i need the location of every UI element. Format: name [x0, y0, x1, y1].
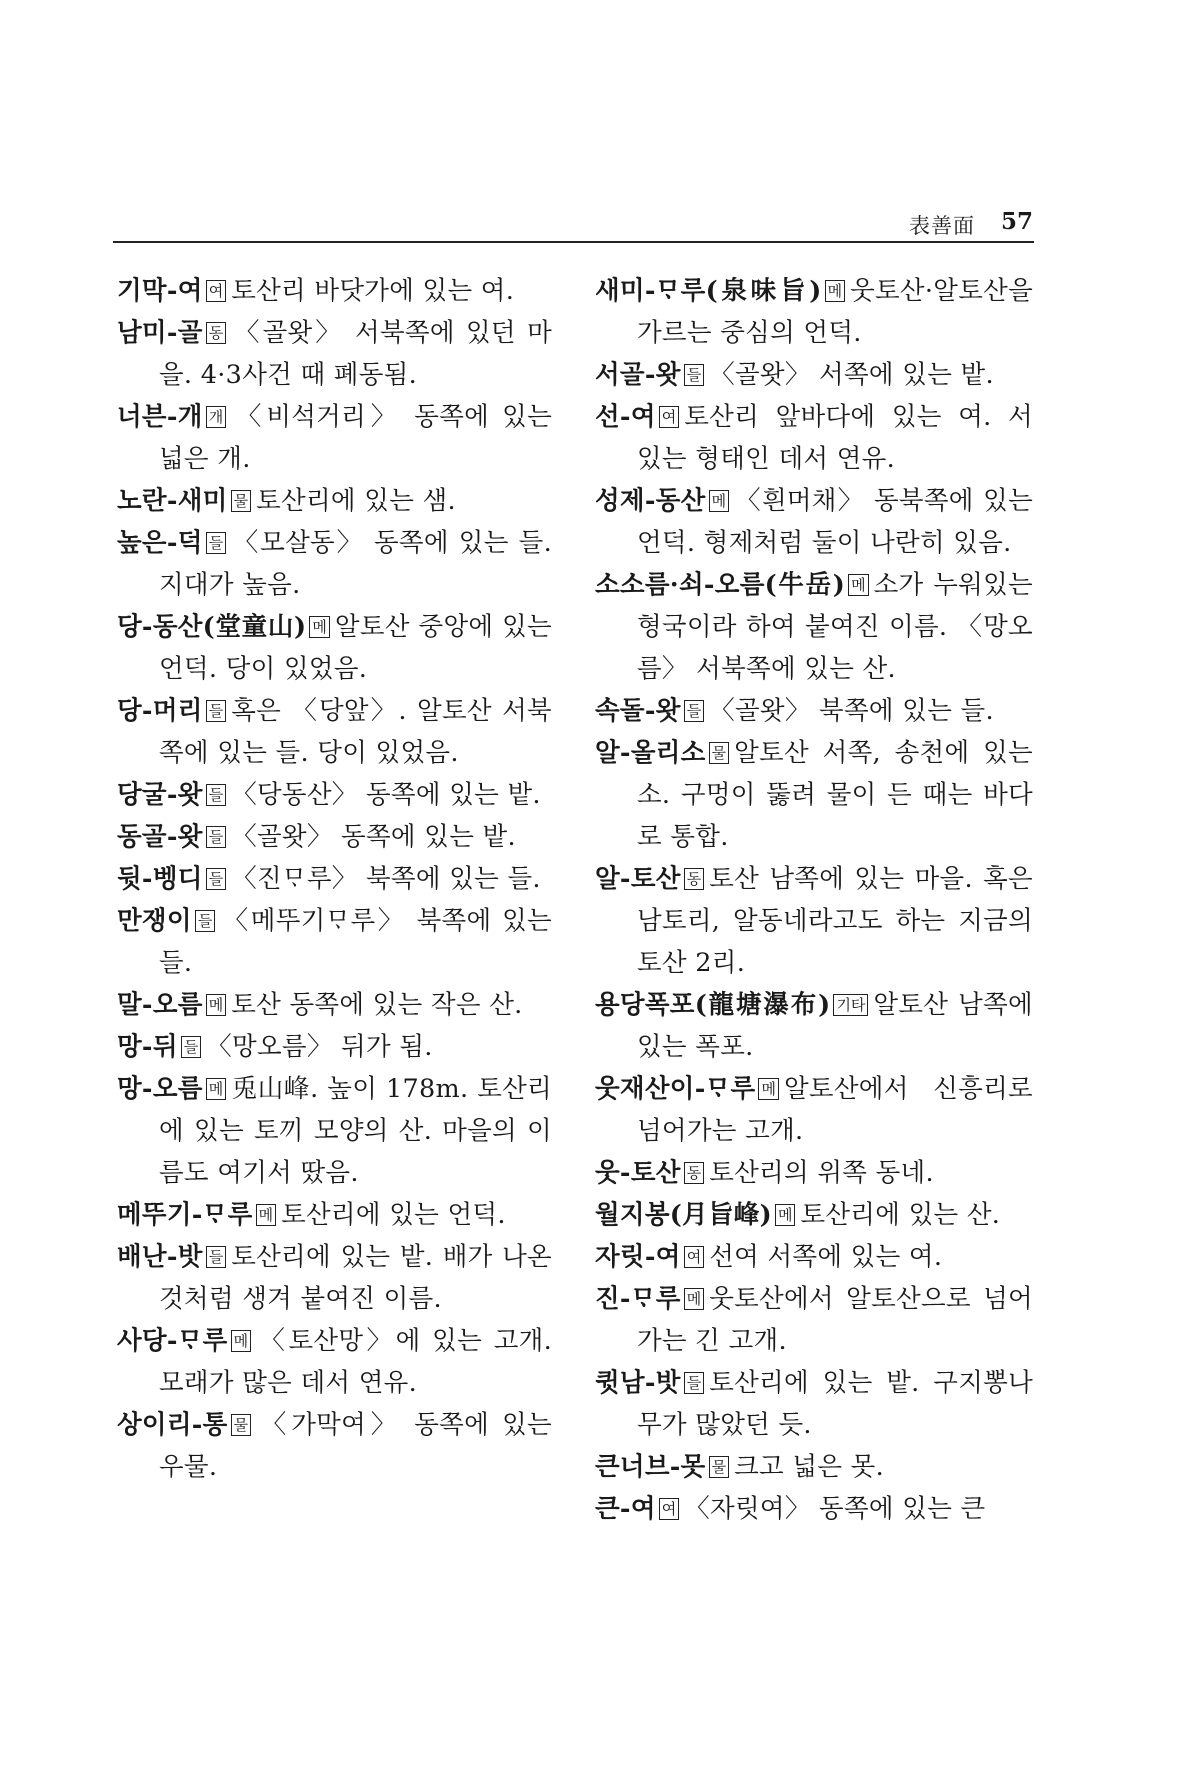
entry-definition: 토산 남쪽에 있는 마을. 혹은 남토리, 알동네라고도 하는 지금의 토산 2리. — [637, 864, 1033, 978]
glossary-entry — [117, 774, 552, 816]
entry-definition: 토산리에 있는 언덕. — [281, 1200, 506, 1230]
category-tag: 메 — [775, 1204, 796, 1226]
category-tag: 메 — [758, 1078, 779, 1100]
entry-headword: 높은-덕 — [117, 528, 203, 558]
category-tag: 들 — [684, 364, 705, 386]
entry-headword: 큰-여 — [595, 1494, 656, 1524]
entry-definition: 토산리에 있는 밭. 배가 나온 것처럼 생겨 붙여진 이름. — [159, 1242, 552, 1314]
category-tag: 들 — [684, 700, 705, 722]
glossary-entry — [595, 1236, 1033, 1278]
category-tag: 메 — [309, 616, 330, 638]
entry-definition: 알토산 서쪽, 송천에 있는 소. 구멍이 뚫려 물이 든 때는 바다로 통합. — [637, 738, 1033, 852]
category-tag: 개 — [206, 406, 227, 428]
entry-headword: 당굴-왓 — [117, 780, 203, 810]
glossary-entry — [117, 606, 552, 690]
entry-definition: 토산리 바닷가에 있는 여. — [231, 276, 515, 306]
entry-definition: 알토산 중앙에 있는 언덕. 당이 있었음. — [159, 612, 552, 684]
entry-definition: 알토산에서 신흥리로 넘어가는 고개. — [637, 1074, 1033, 1146]
category-tag: 물 — [709, 1456, 730, 1478]
category-tag: 여 — [684, 1246, 705, 1268]
entry-headword: 알-토산 — [595, 864, 681, 894]
page-header — [113, 210, 1033, 242]
entry-headword: 말-오름 — [117, 990, 203, 1020]
category-tag: 동 — [206, 322, 227, 344]
glossary-entry — [117, 270, 552, 312]
category-tag: 들 — [206, 868, 227, 890]
entry-definition: 〈메뚜기ᄆᆞ루〉 북쪽에 있는 들. — [159, 906, 552, 978]
glossary-entry — [117, 522, 552, 606]
entry-definition: 〈골왓〉 동쪽에 있는 밭. — [231, 822, 516, 852]
entry-headword: 노란-새미 — [117, 486, 228, 516]
entry-headword: 사당-ᄆᆞ루 — [117, 1326, 228, 1356]
glossary-entry — [117, 312, 552, 396]
entry-headword: 동골-왓 — [117, 822, 203, 852]
glossary-entry — [595, 858, 1033, 984]
entry-headword: 용당폭포(龍塘瀑布) — [595, 990, 831, 1020]
glossary-entry — [117, 690, 552, 774]
entry-headword: 소소름·쇠-오름(牛岳) — [595, 570, 846, 600]
entry-headword: 당-동산(堂童山) — [117, 612, 307, 642]
category-tag: 물 — [231, 1414, 252, 1436]
category-tag: 들 — [195, 910, 216, 932]
entry-definition: 〈골왓〉 서쪽에 있는 밭. — [709, 360, 994, 390]
glossary-entry — [595, 984, 1033, 1068]
glossary-entry — [117, 984, 552, 1026]
glossary-entry — [117, 396, 552, 480]
glossary-entry — [117, 1236, 552, 1320]
category-tag: 들 — [206, 826, 227, 848]
entry-headword: 배난-밧 — [117, 1242, 203, 1272]
entry-definition: 크고 넓은 못. — [734, 1452, 885, 1482]
entry-definition: 〈가막여〉 동쪽에 있는 우물. — [159, 1410, 552, 1482]
entry-definition: 토산리 앞바다에 있는 여. 서 있는 형태인 데서 연유. — [637, 402, 1033, 474]
glossary-entry — [595, 480, 1033, 564]
entry-definition: 소가 누워있는 형국이라 하여 붙여진 이름. 〈망오름〉 서북쪽에 있는 산. — [637, 570, 1033, 684]
entry-definition: 토산 동쪽에 있는 작은 산. — [231, 990, 523, 1020]
entry-headword: 너븐-개 — [117, 402, 203, 432]
entry-definition: 〈골왓〉 북쪽에 있는 들. — [709, 696, 994, 726]
category-tag: 여 — [206, 280, 227, 302]
entry-definition: 〈모살동〉 동쪽에 있는 들. 지대가 높음. — [159, 528, 552, 600]
entry-definition: 토산리에 있는 샘. — [256, 486, 456, 516]
glossary-entry — [595, 1152, 1033, 1194]
entry-headword: 당-머리 — [117, 696, 203, 726]
entry-headword: 웃-토산 — [595, 1158, 681, 1188]
entry-definition: 〈비석거리〉 동쪽에 있는 넓은 개. — [159, 402, 552, 474]
category-tag: 들 — [684, 1372, 705, 1394]
left-column — [117, 270, 552, 1488]
entry-definition: 〈당동산〉 동쪽에 있는 밭. — [231, 780, 541, 810]
entry-headword: 상이리-통 — [117, 1410, 228, 1440]
entry-headword: 웃재산이-ᄆᆞ루 — [595, 1074, 756, 1104]
entry-definition: 선여 서쪽에 있는 여. — [709, 1242, 943, 1272]
entry-definition: 웃토산·알토산을 가르는 중심의 언덕. — [637, 276, 1033, 348]
glossary-entry — [595, 396, 1033, 480]
entry-headword: 메뚜기-ᄆᆞ루 — [117, 1200, 253, 1230]
category-tag: 기타 — [833, 994, 868, 1016]
entry-headword: 진-ᄆᆞ루 — [595, 1284, 681, 1314]
entry-definition: 〈흰머채〉 동북쪽에 있는 언덕. 형제처럼 둘이 나란히 있음. — [637, 486, 1033, 558]
entry-headword: 망-뒤 — [117, 1032, 178, 1062]
entry-headword: 성제-동산 — [595, 486, 706, 516]
entry-definition: 〈골왓〉 서북쪽에 있던 마을. 4·3사건 때 폐동됨. — [159, 318, 552, 390]
glossary-entry — [117, 1194, 552, 1236]
glossary-entry — [595, 1194, 1033, 1236]
entry-definition: 〈토산망〉에 있는 고개. 모래가 많은 데서 연유. — [159, 1326, 552, 1398]
glossary-entry — [117, 1026, 552, 1068]
entry-definition: 혹은 〈당앞〉. 알토산 서북쪽에 있는 들. 당이 있었음. — [159, 696, 552, 768]
category-tag: 물 — [231, 490, 252, 512]
page-number: 57 — [1000, 208, 1033, 235]
entry-headword: 서골-왓 — [595, 360, 681, 390]
entry-headword: 월지봉(月旨峰) — [595, 1200, 772, 1230]
right-column — [595, 270, 1033, 1530]
glossary-entry — [595, 732, 1033, 858]
entry-headword: 남미-골 — [117, 318, 203, 348]
entry-definition: 兎山峰. 높이 178m. 토산리에 있는 토끼 모양의 산. 마을의 이름도 여기서 땄음. — [159, 1074, 552, 1188]
category-tag: 메 — [231, 1330, 252, 1352]
running-title: 表善面 — [909, 214, 975, 238]
category-tag: 동 — [684, 868, 705, 890]
entry-headword: 기막-여 — [117, 276, 203, 306]
glossary-entry — [595, 354, 1033, 396]
entry-definition: 토산리에 있는 밭. 구지뽕나무가 많았던 듯. — [637, 1368, 1033, 1440]
category-tag: 메 — [825, 280, 846, 302]
entry-headword: 자릿-여 — [595, 1242, 681, 1272]
entry-definition: 알토산 남쪽에 있는 폭포. — [637, 990, 1033, 1062]
glossary-entry — [595, 1278, 1033, 1362]
glossary-entry — [595, 564, 1033, 690]
glossary-entry — [595, 1362, 1033, 1446]
category-tag: 들 — [206, 1246, 227, 1268]
category-tag: 메 — [206, 1078, 227, 1100]
entry-definition: 〈진ᄆᆞ루〉 북쪽에 있는 들. — [231, 864, 541, 894]
entry-headword: 만쟁이 — [117, 906, 192, 936]
entry-definition: 〈자릿여〉 동쪽에 있는 큰 — [684, 1494, 986, 1524]
glossary-entry — [595, 690, 1033, 732]
category-tag: 메 — [709, 490, 730, 512]
category-tag: 여 — [659, 406, 680, 428]
glossary-entry — [117, 1404, 552, 1488]
glossary-entry — [117, 1068, 552, 1194]
entry-definition: 웃토산에서 알토산으로 넘어가는 긴 고개. — [637, 1284, 1033, 1356]
glossary-entry — [595, 270, 1033, 354]
entry-headword: 큇남-밧 — [595, 1368, 681, 1398]
glossary-entry — [117, 1320, 552, 1404]
glossary-entry — [595, 1446, 1033, 1488]
glossary-entry — [117, 858, 552, 900]
entry-headword: 속돌-왓 — [595, 696, 681, 726]
category-tag: 들 — [206, 700, 227, 722]
entry-headword: 뒷-벵디 — [117, 864, 203, 894]
entry-headword: 망-오름 — [117, 1074, 203, 1104]
glossary-entry — [117, 480, 552, 522]
category-tag: 메 — [684, 1288, 705, 1310]
category-tag: 여 — [659, 1498, 680, 1520]
entry-definition: 〈망오름〉 뒤가 됨. — [206, 1032, 433, 1062]
category-tag: 메 — [206, 994, 227, 1016]
category-tag: 물 — [709, 742, 730, 764]
entry-headword: 선-여 — [595, 402, 656, 432]
entry-headword: 알-올리소 — [595, 738, 706, 768]
entry-definition: 토산리에 있는 산. — [800, 1200, 1001, 1230]
category-tag: 들 — [206, 784, 227, 806]
entry-headword: 큰너브-못 — [595, 1452, 706, 1482]
glossary-entry — [117, 900, 552, 984]
entry-definition: 토산리의 위쪽 동네. — [709, 1158, 934, 1188]
header-rule — [113, 241, 1034, 243]
category-tag: 동 — [684, 1162, 705, 1184]
glossary-entry — [595, 1068, 1033, 1152]
category-tag: 들 — [206, 532, 227, 554]
glossary-entry — [595, 1488, 1033, 1530]
entry-headword: 새미-ᄆᆞ루(泉味旨) — [595, 276, 822, 306]
glossary-entry — [117, 816, 552, 858]
category-tag: 메 — [848, 574, 869, 596]
category-tag: 들 — [181, 1036, 202, 1058]
category-tag: 메 — [256, 1204, 277, 1226]
